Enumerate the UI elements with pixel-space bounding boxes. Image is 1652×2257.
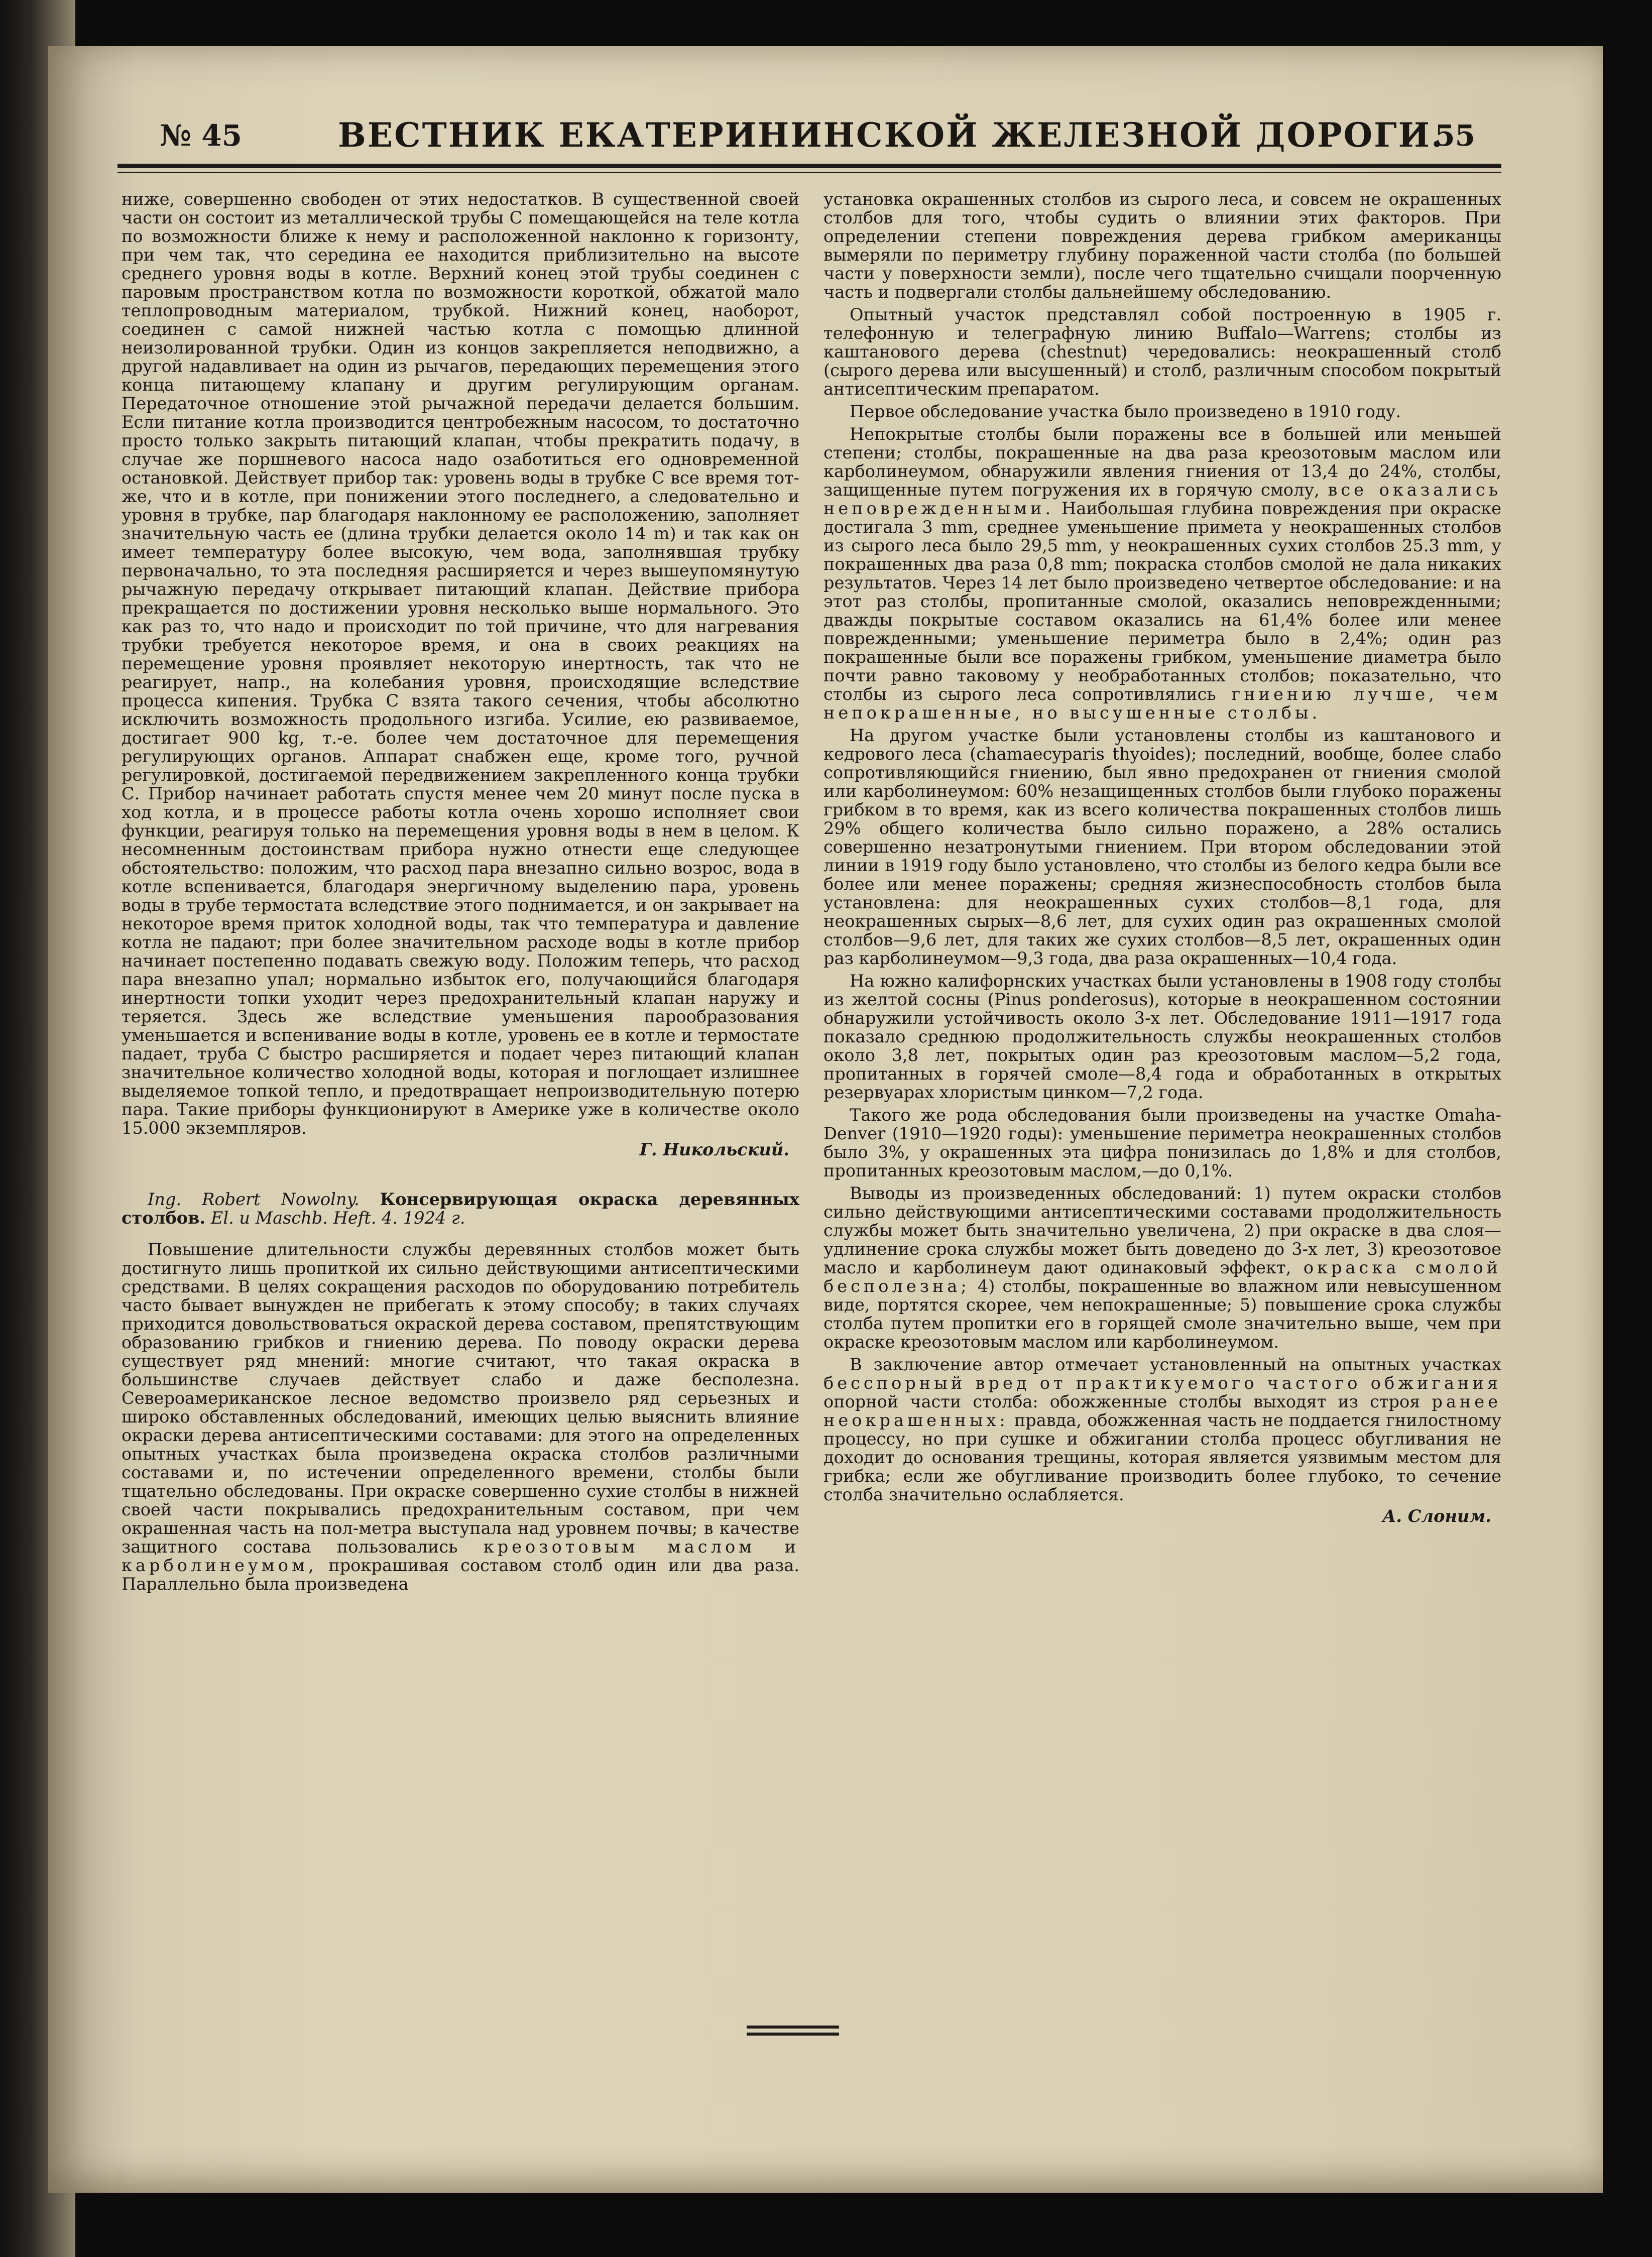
text-run: Выводы из произведенных обследований: 1) путем окраски столбов сильно действующими антисептическими составами продолжительность службы может быть значительно увеличена, 2) при окраске в два слоя—удлинение срока службы может быть доведено до 3-х лет, 3) креозотовое масло и карболинеум дают одинаковый эффект, [823, 1183, 1501, 1277]
paragraph: На южно калифорнских участках были установлены в 1908 году столбы из желтой сосны (Pinus ponderosus), которые в неокрашенном состоянии обнаружили устойчивость около 3-х лет. Обследование 1911—1917 года показало среднюю продолжительность службы неокрашенных столбов около 3,8 лет, покрытых один раз креозотовым маслом—5,2 года, пропитанных в горячей смоле—8,4 года и обработанных в открытых резервуарах хлористым цинком—7,2 года. [823, 971, 1501, 1102]
text-run: прокрашивая составом столб один или два раза. Параллельно была произведена [122, 1556, 799, 1594]
end-rule [747, 2033, 839, 2036]
paragraph [122, 1240, 799, 1593]
reference-source: El. u Maschb. Heft. 4. 1924 г. [210, 1208, 465, 1228]
page-number: 55 [1435, 118, 1475, 153]
paragraph: Первое обследование участка было произведено в 1910 году. [850, 402, 1401, 421]
paragraph [823, 1355, 1501, 1504]
left-column [122, 190, 799, 1593]
reference-title: Консервирующая окраска деревянных столбов. [122, 1189, 799, 1228]
paragraph: Такого же рода обследования были произведены на участке Omaha-Denver (1910—1920 годы): уменьшение периметра неокрашенных столбов было 3%, у окрашенных эта цифра понизилась до 1,8% и для столбов, пропитанных креозотовым маслом,—до 0,1%. [823, 1105, 1501, 1180]
page-header [160, 115, 1475, 156]
spaced-emphasis: все оказались неповрежденными. [823, 480, 1501, 518]
spaced-emphasis: бесспорный вред от практикуемого частого обжигания [823, 1373, 1501, 1393]
text-run: правда, обожженная часть не поддается гнилостному процессу, но при сушке и обжигании столба процесс обугливания не доходит до основания трещины, которая является уязвимым местом для грибка; если же обугливание производить более глубоко, то сечение столба значительно ослабляется. [823, 1410, 1501, 1504]
spaced-emphasis: окраска смолой бесполезна; [823, 1258, 1501, 1296]
spaced-emphasis: гниению лучше, чем непокрашенные, но высушенные столбы. [823, 684, 1501, 723]
paragraph [823, 425, 1501, 722]
text-run: Наибольшая глубина повреждения при окраске достигала 3 mm, среднее уменьшение примета у неокрашенных столбов из сырого леса было 29,5 mm, у неокрашенных сухих столбов 25.3 mm, у покрашенных два раза 0,8 mm; покраска столбов смолой не дала никаких результатов. Через 14 лет было произведено четвертое обследование: и на этот раз столбы, пропитанные смолой, оказались неповрежденными; дважды покрытые составом оказались на 61,4% более или менее поврежденными; уменьшение периметра было в 2,4%; один раз покрашенные были все поражены грибком, уменьшение диаметра было почти равно таковому у необработанных столбов; показательно, что столбы из сырого леса сопротивлялись [823, 499, 1501, 704]
issue-number: № 45 [160, 118, 242, 153]
paragraph: Опытный участок представлял собой построенную в 1905 г. телефонную и телеграфную линию Buffalo—Warrens; столбы из каштанового дерева (chestnut) чередовались: неокрашенный столб (сырого дерева или высушенный) и столб, различным способом покрытый антисептическим препаратом. [823, 305, 1501, 399]
paragraph: установка окрашенных столбов из сырого леса, и совсем не окрашенных столбов для того, чтобы судить о влиянии этих факторов. При определении степени повреждения дерева грибком американцы вымеряли по периметру глубину пораженной части столба (по большей части у поверхности земли), после чего тщательно счищали поорченную часть и подвергали столбы дальнейшему обследованию. [823, 189, 1501, 302]
header-rule-thick [117, 164, 1501, 168]
text-run: Повышение длительности службы деревянных столбов может быть достигнуто лишь пропиткой их сильно действующими антисептическими средствами. В целях сокращения расходов по оборудованию потребитель часто бывает вынужден не прибегать к этому способу; в таких случаях приходится довольствоваться окраской дерева составом, препятствующим образованию грибков и гниению дерева. По поводу окраски дерева существует ряд мнений: многие считают, что такая окраска в большинстве случаев действует слабо и даже бесполезна. Североамериканское лесное ведомство произвело ряд серьезных и широко обставленных обследований, имеющих целью выяснить влияние окраски дерева антисептическими составами: для этого на определенных опытных участках была произведена окраска столбов различными составами и, по истечении определенного времени, столбы были тщательно обследованы. При окраске совершенно сухие столбы в нижней своей части покрывались предохранительным составом, при чем окрашенная часть на пол-метра выступала над уровнем почвы; в качестве защитного состава пользовались [122, 1240, 799, 1557]
journal-title: ВЕСТНИК ЕКАТЕРИНИНСКОЙ ЖЕЛЕЗНОЙ ДОРОГИ. [338, 115, 1444, 155]
text-run: В заключение автор отмечает установленный на опытных участках [850, 1355, 1501, 1374]
paragraph [823, 1184, 1501, 1351]
spaced-emphasis: креозотовым маслом и карболинеумом, [122, 1537, 799, 1575]
paragraph: ниже, совершенно свободен от этих недостатков. В существенной своей части он состоит из металлической трубы С помещающейся на теле котла по возможности ближе к нему и расположенной наклонно к горизонту, при чем так, что середина ее находится приблизительно на высоте среднего уровня воды в котле. Верхний конец этой трубы соединен с паровым пространством котла по возможности короткой, обжатой мало теплопроводным материалом, трубкой. Нижний конец, наоборот, соединен с самой нижней частью котла с помощью длинной неизолированной трубки. Один из концов закрепляется неподвижно, а другой надавливает на один из рычагов, передающих перемещения этого конца питающему клапану и другим регулирующим органам. Передаточное отношение этой рычажной передачи делается большим. Если питание котла производится центробежным насосом, то достаточно просто только закрыть питающий клапан, чтобы прекратить подачу, в случае же поршневого насоса надо озаботиться его одновременной остановкой. Действует прибор так: уровень воды в трубке С все время тот-же, что и в котле, при понижении этого последнего, а следовательно и уровня в трубке, пар благодаря наклонному ее расположению, заполняет значительную часть ее (длина трубки делается около 14 m) и так как он имеет температуру более высокую, чем вода, заполнявшая трубку первоначально, то эта последняя расширяется и через вышеупомянутую рычажную передачу открывает питающий клапан. Действие прибора прекращается по достижении уровня несколько выше нормального. Это как раз то, что надо и происходит по той причине, что для нагревания трубки требуется некоторое время, и она в своих реакциях на перемещение уровня проявляет некоторую инертность, так что не реагирует, напр., на колебания уровня, происходящие вследствие процесса кипения. Трубка С взята такого сечения, чтобы абсолютно исключить возможность продольного изгиба. Усилие, ею развиваемое, достигает 900 kg, т.-е. более чем достаточное для перемещения регулирующих органов. Аппарат снабжен еще, кроме того, ручной регулировкой, достигаемой передвижением закрепленного конца трубки С. Прибор начинает работать спустя менее чем 20 минут после пуска в ход котла, и в процессе работы котла очень хорошо исполняет свои функции, реагируя только на перемещения уровня воды в нем в целом. К несомненным достоинствам прибора нужно отнести еще следующее обстоятельство: положим, что расход пара внезапно сильно возрос, вода в котле вспенивается, благодаря энергичному выделению пара, уровень воды в трубе термостата вследствие этого поднимается, и он закрывает на некоторое время приток холодной воды, так что температура и давление котла не падают; при более значительном расходе воды в котле прибор начинает постепенно подавать свежую воду. Положим теперь, что расход пара внезапно упал; нормально избыток его, получающийся благодаря инертности топки уходит через предохранительный клапан наружу и теряется. Здесь же вследствие уменьшения парообразования уменьшается и вспенивание воды в котле, уровень ее в котле и термостате падает, труба С быстро расширяется и подает через питающий клапан значительное количество холодной воды, которая и поглощает излишнее выделяемое топкой тепло, и предотвращает непроизводительную потерю пара. Такие приборы функционируют в Америке уже в количестве около 15.000 экземпляров. [122, 189, 799, 1138]
text-run: Непокрытые столбы были поражены все в большей или меньшей степени; столбы, покрашенные на два раза креозотовым маслом или карболинеумом, обнаружили явления гниения от 13,4 до 24%, столбы, защищенные путем погружения их в горячую смолу, [823, 424, 1501, 500]
paragraph: На другом участке были установлены столбы из каштанового и кедрового леса (chamaecyparis thyoides); последний, вообще, более слабо сопротивляющийся гниению, был явно предохранен от гниения смолой или карболинеумом: 60% незащищенных столбов были глубоко поражены грибком в то время, как из всего количества покрашенных столбов лишь 29% общего количества было сильно поражено, а 28% остались совершенно незатронутыми гниением. При втором обследовании этой линии в 1919 году было установлено, что столбы из белого кедра были все более или менее поражены; средняя жизнеспособность столбов была установлена: для неокрашенных сухих столбов—8,1 года, для неокрашенных сырых—8,6 лет, для сухих один раз окрашенных смолой столбов—9,6 лет, для таких же сухих столбов—8,5 лет, окрашенных один раз карболинеумом—9,3 года, два раза окрашенных—10,4 года. [823, 726, 1501, 968]
right-column [823, 190, 1501, 1525]
end-rule [747, 2026, 839, 2029]
signature: А. Слоним. [1382, 1506, 1491, 1526]
header-rule-thin [117, 172, 1501, 173]
text-run: 4) столбы, покрашенные во влажном или невысушенном виде, портятся скорее, чем непокрашенные; 5) повышение срока службы столба путем пропитки его в горящей смоле значительно выше, чем при окраске креозотовым маслом или карболинеумом. [823, 1276, 1501, 1352]
text-run: опорной части столба: обожженные столбы выходят из строя [823, 1392, 1421, 1411]
spaced-emphasis: ранее неокрашенных: [823, 1392, 1501, 1430]
reference-author: Ing. Robert Nowolny. [148, 1190, 360, 1209]
article-reference [122, 1190, 799, 1227]
signature: Г. Никольский. [639, 1139, 789, 1159]
